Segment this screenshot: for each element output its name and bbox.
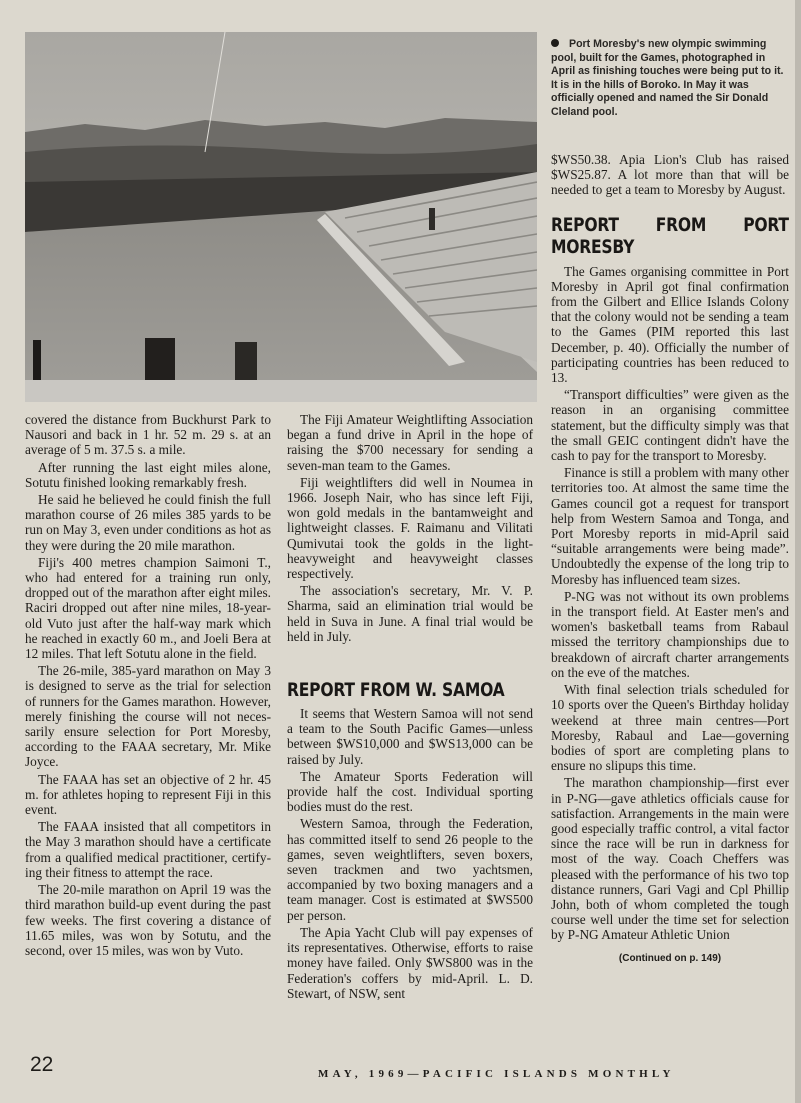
paragraph: Western Samoa, through the Federation, has committed itself to send 26 people to the games, seven weightlifters, seven boxers, seven trackmen and two yachtsmen, accompanied by two boxing managers and a team manager. Cost is estimated at $WS500 per person.	[287, 816, 533, 923]
paragraph: He said he believed he could finish the full marathon course of 26 miles 385 yards to be run on May 3, even under conditions as hot as they were during the 20 mile marathon.	[25, 492, 271, 553]
paragraph: With final selection trials scheduled for 10 sports over the Queen's Birthday holiday weekend at three main centres—Port Moresby, Rabaul and Lae—governing bodies of sport are completing plans to ensure no slipups this time.	[551, 682, 789, 774]
page-edge	[795, 0, 801, 1103]
pool-photo-image	[25, 32, 537, 402]
paragraph: The 26-mile, 385-yard marathon on May 3 is designed to serve as the trial for selection of runners for the Games marathon. However, merely finishing the course will not necessarily ensure selection for Port Moresby, according to the FAAA secretary, Mr. Mike Joyce.	[25, 663, 271, 770]
paragraph: The Apia Yacht Club will pay expenses of its representatives. Otherwise, efforts to raise money have failed. Only $WS800 was in the Federation's coffers by mid-April. L. D. Stewart, of NSW, sent	[287, 924, 533, 1001]
photo-caption: Port Moresby's new olympic swimming pool, built for the Games, photographed in April as finishing touches were being put to it. It is in the hills of Boroko. In May it was officially opened and named the Sir Donald Cleland pool.	[551, 38, 784, 118]
heading-report-samoa: REPORT FROM W. SAMOA	[287, 679, 505, 702]
paragraph: The FAAA insisted that all competitors in the May 3 marathon should have a certificate from a qualified medical practitioner, certifying their fitness to attempt the race.	[25, 819, 271, 880]
paragraph: The Fiji Amateur Weightlifting Association began a fund drive in April in the hope of raising the $700 necessary for sending a seven-man team to the Games.	[287, 412, 533, 473]
paragraph: The 20-mile marathon on April 19 was the third marathon build-up event during the past few weeks. The first covering a distance of 11.65 miles, was won by Sotutu, and the second, over 15 miles, was won by Vuto.	[25, 882, 271, 958]
paragraph: covered the distance from Buckhurst Park to Nausori and back in 1 hr. 52 m. 29 s. at an average of 5 m. 37.5 s. a mile.	[25, 412, 271, 458]
paragraph: P-NG was not without its own problems in the transport field. At Easter men's and women's basketball teams from Rabaul missed the territory championships due to breakdown of aircraft charter arrangements on the eve of the matches.	[551, 588, 789, 680]
page-number: 22	[30, 1053, 54, 1076]
paragraph: Finance is still a problem with many other territories too. At almost the same time the Games council got a request for transport help from Western Samoa and Tonga, and Port Moresby reports in mid-April said “suitable arrangements were being made”. Undoubtedly the expense of the long trip to Moresby has influenced team sizes.	[551, 465, 789, 587]
paragraph: The association's secretary, Mr. V. P. Sharma, said an elimination trial would be held in Suva in June. A final trial would be held in July.	[287, 583, 533, 644]
column-2	[287, 412, 533, 1003]
paragraph: After running the last eight miles alone, Sotutu finished looking remarkably fresh.	[25, 459, 271, 490]
bullet-icon	[551, 39, 559, 47]
heading-report-moresby: REPORT FROM PORT MORESBY	[551, 213, 789, 258]
paragraph: $WS50.38. Apia Lion's Club has raised $WS25.87. A lot more than that will be needed to get a team to Moresby by August.	[551, 152, 789, 198]
paragraph: It seems that Western Samoa will not send a team to the South Pacific Games—unless between $WS10,000 and $WS13,000 can be raised by July.	[287, 706, 533, 767]
paragraph: Fiji weightlifters did well in Noumea in 1966. Joseph Nair, who has since left Fiji, won gold medals in the bantamweight and lightweight classes. F. Raimanu and Vilitati Qumivutai took the golds in the light-heavyweight and heavyweight classes respectively.	[287, 474, 533, 582]
paragraph: The Amateur Sports Federation will provide half the cost. Individual sporting bodies must do the rest.	[287, 768, 533, 815]
column-3	[551, 152, 789, 966]
paragraph: The FAAA has set an objective of 2 hr. 45 m. for athletes hoping to represent Fiji in this event.	[25, 771, 271, 818]
paragraph: The marathon championship—first ever in P-NG—gave athletics officials cause for satisfaction. Arrangements in the main were good especially traffic control, a vital factor since the race will be run in darkness for most of the way. Coach Cheffers was pleased with the performance of his two top distance runners, Gari Vagi and Cpl Phillip John, both of whom completed the tough course well under the time set for selection by P-NG Amateur Athletic Union	[551, 775, 789, 943]
paragraph: The Games organising committee in Port Moresby in April got final confirmation from the Gilbert and Ellice Islands Colony that the colony would not be sending a team to the Games (PIM reported this last December, p. 40). Officially the number of participating countries has been reduced to 13.	[551, 263, 789, 386]
column-1	[25, 412, 271, 960]
swimming-pool-photo	[25, 32, 537, 402]
paragraph: “Transport difficulties” were given as the reason in an organising committee statement, but the difficulty simply was that the small GEIC contingent didn't have the cash to pay for the transport to Moresby.	[551, 387, 789, 464]
running-footer: MAY, 1969—PACIFIC ISLANDS MONTHLY	[318, 1068, 675, 1080]
continued-note: (Continued on p. 149)	[618, 952, 722, 964]
paragraph: Fiji's 400 metres champion Saimoni T., who had entered for a training run only, dropped out of the marathon after eight miles. Raciri dropped out after nine miles, 18-year-old Vuto just after the half-way mark which he reached in exactly 60 m., and Joeli Bera at 12 miles. That left Sotutu alone in the field.	[25, 554, 271, 662]
